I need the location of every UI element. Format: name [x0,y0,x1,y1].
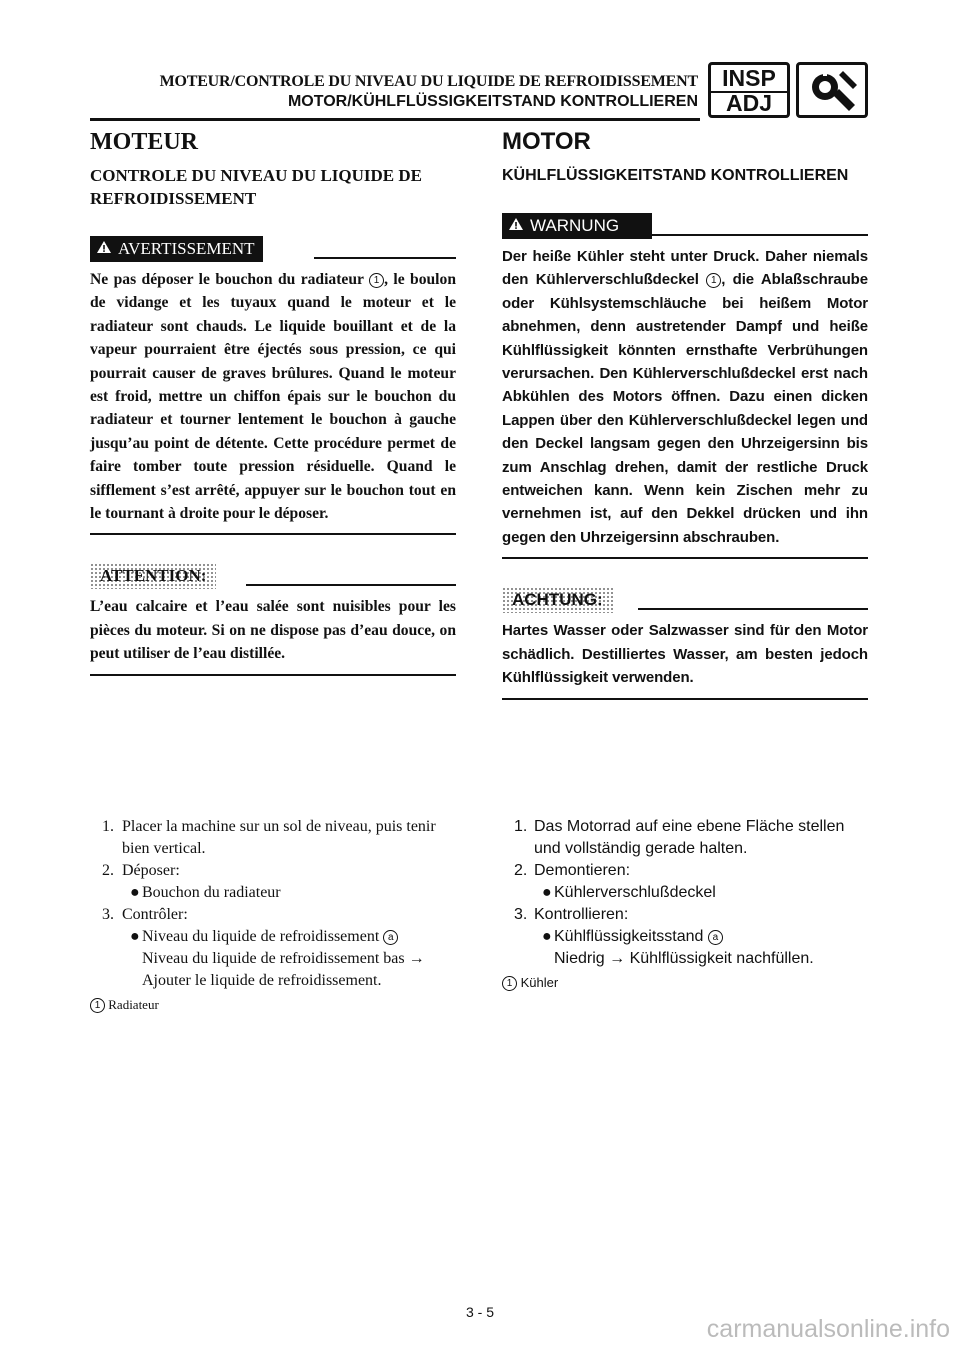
ref-1-icon: 1 [90,998,105,1013]
insp-adj-badge [708,62,790,118]
list-item: Niveau du liquide de refroidissement bas → [142,950,425,967]
list-item: 3. Contrôler: [102,906,188,923]
ref-a-icon: a [708,930,723,945]
list-item: ● Bouchon du radiateur [130,884,281,901]
fr-warning-label: AVERTISSEMENT [118,239,255,258]
header-title-de: MOTOR/KÜHLFLÜSSIGKEITSTAND KONTROLLIEREN [287,93,698,110]
warning-triangle-icon [96,239,112,259]
list-item: 2. Demontieren: [514,862,631,879]
de-warning-text: Der heiße Kühler steht unter Druck. Daher niemals den Kühlerverschlußdeckel 1 , die Ablaßschraube oder Kühlsystemschläuche bei heißem Motor abnehmen, denn austretender Dampf und heiße Kühlflüssigkeit könnten ernsthafte Verbrühungen verursachen. Den Kühlerverschlußdeckel erst nach Abkühlen des Motors öffnen. Dazu einen dicken Lappen über den Kühlerverschlußdeckel legen und den Deckel langsam gegen den Uhrzeigersinn bis zum Anschlag drehen, damit der restliche Druck entweichen kann. Wenn kein Zischen mehr zu vernehmen ist, auf den Dekkel drücken und ihn gegen den Uhrzeigersinn abschrauben. [502,248,868,546]
de-steps [502,816,868,994]
de-footnote: 1 Kühler [502,972,868,994]
fr-subtitle: CONTROLE DU NIVEAU DU LIQUIDE DE REFROIDISSEMENT [90,166,423,208]
page-number: 3 - 5 [465,1304,494,1320]
wrench-icon [796,62,868,118]
de-title: MOTOR [502,128,591,155]
fr-title: MOTEUR [90,129,198,155]
header-rule [90,118,700,121]
fr-warning-label-box [90,236,263,262]
list-item: ● Niveau du liquide de refroidissement a [90,926,456,948]
de-warning-header [502,213,868,241]
list-item: 3. Kontrollieren: [514,906,629,923]
de-caution-text: Hartes Wasser oder Salzwasser sind für den Motor schädlich. Destilliertes Wasser, am besten jedoch Kühlflüssigkeit verwenden. [502,622,868,687]
fr-warning-header [90,236,456,264]
french-column [90,128,456,676]
ref-a-icon: a [383,930,398,945]
fr-caution-header [90,563,456,591]
de-warning-label: WARNUNG [530,216,620,235]
list-item: ● Kühlerverschlußdeckel [542,884,716,901]
list-item: Ajouter le liquide de refroidissement. [142,972,382,989]
fr-caution-text: L’eau calcaire et l’eau salée sont nuisibles pour les pièces du moteur. Si on ne dispose pas d’eau douce, on peut utiliser de l’eau distillée. [90,598,456,663]
german-column [502,128,868,700]
ref-1-icon: 1 [706,273,721,288]
list-item: ● Kühlflüssigkeitsstand a [502,926,868,948]
ref-1-icon: 1 [369,273,384,288]
list-item: 1. Das Motorrad auf eine ebene Fläche stellen und vollständig gerade halten. [514,818,845,857]
ref-1-icon: 1 [502,976,517,991]
list-item: Niedrig → Kühlflüssigkeit nachfüllen. [554,950,814,967]
header-title-fr: MOTEUR/CONTROLE DU NIVEAU DU LIQUIDE DE REFROIDISSEMENT [159,73,698,90]
fr-warning-text: Ne pas déposer le bouchon du radiateur 1 , le boulon de vidange et les tuyaux quand le moteur et le radiateur sont chauds. Le liquide bouillant et de la vapeur pourraient être éjectés sous pression, ce qui pourrait causer de graves brûlures. Quand le moteur est froid, mettre un chiffon épais sur le bouchon du radiateur et tourner lentement le bouchon à gauche jusqu’au point de détente. Cette procédure permet de faire tomber toute pression résiduelle. Quand le sifflement s’est arrêté, appuyer sur le bouchon tout en le tournant à droite pour le déposer. [90,271,456,523]
fr-caution-label: ATTENTION: [90,563,216,589]
warning-triangle-icon [508,216,524,236]
watermark: carmanualsonline.info [706,1315,950,1343]
fr-footnote: 1 Radiateur [90,994,456,1016]
list-item: 2. Déposer: [102,862,180,879]
fr-steps [90,816,456,1016]
de-subtitle: KÜHLFLÜSSIGKEITSTAND KONTROLLIEREN [502,167,849,184]
badge-insp: INSP [722,65,776,91]
de-caution-header [502,587,868,615]
de-warning-label-box [502,213,652,239]
de-caution-label: ACHTUNG: [502,587,613,613]
list-item: 1. Placer la machine sur un sol de niveau, puis tenir bien vertical. [102,818,436,857]
badge-adj: ADJ [725,90,772,116]
